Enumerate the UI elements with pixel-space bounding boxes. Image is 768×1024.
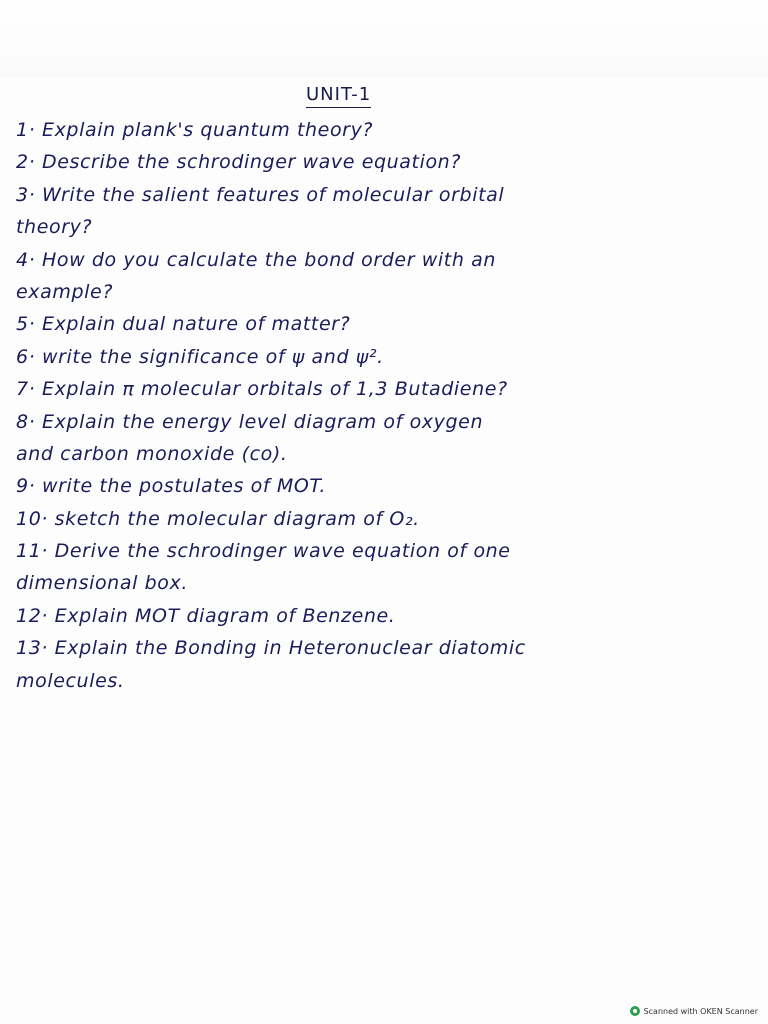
question-line: 7· Explain π molecular orbitals of 1,3 Butadiene? — [16, 378, 508, 401]
question-list — [16, 114, 760, 697]
scanner-watermark — [630, 1006, 758, 1016]
question-line: example? — [16, 280, 113, 303]
question-line: theory? — [16, 216, 93, 239]
question-line: 5· Explain dual nature of matter? — [16, 313, 351, 336]
question-line: 12· Explain MOT diagram of Benzene. — [16, 604, 396, 627]
question-line: 10· sketch the molecular diagram of O₂. — [16, 507, 420, 530]
question-line: 2· Describe the schrodinger wave equation? — [16, 151, 462, 174]
scanner-logo-icon — [630, 1006, 640, 1016]
watermark-text: Scanned with OKEN Scanner — [643, 1006, 758, 1016]
question-line: 9· write the postulates of MOT. — [16, 475, 326, 498]
question-line: 4· How do you calculate the bond order with an — [16, 248, 497, 271]
question-line: molecules. — [16, 669, 125, 692]
scan-margin — [0, 0, 768, 78]
question-line: 6· write the significance of ψ and ψ². — [16, 345, 384, 368]
question-line: 11· Derive the schrodinger wave equation of one — [16, 540, 511, 563]
question-line: and carbon monoxide (co). — [16, 442, 288, 465]
question-line: 1· Explain plank's quantum theory? — [16, 119, 374, 141]
question-line: 8· Explain the energy level diagram of oxygen — [16, 410, 484, 433]
question-line: dimensional box. — [16, 572, 188, 595]
question-line: 13· Explain the Bonding in Heteronuclear diatomic — [16, 637, 526, 660]
question-line: 3· Write the salient features of molecular orbital — [16, 183, 505, 206]
unit-heading: UNIT-1 — [306, 84, 371, 108]
